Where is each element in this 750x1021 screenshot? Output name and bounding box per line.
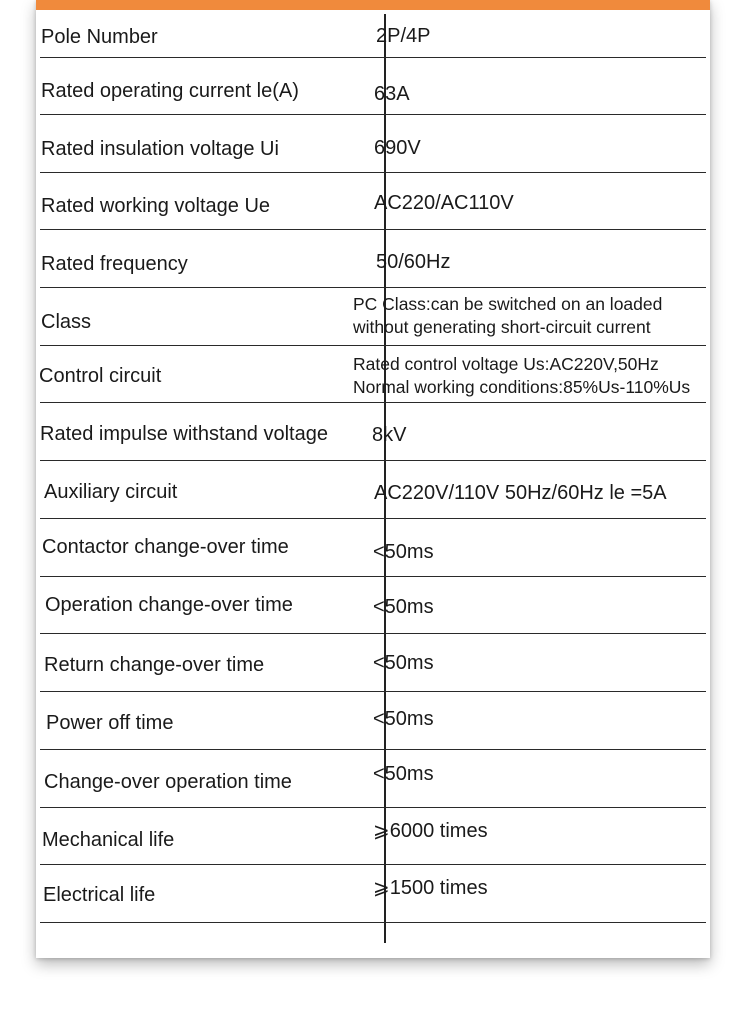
spec-label: Rated operating current le(A) <box>41 80 299 102</box>
row-divider <box>40 922 706 923</box>
spec-value: <50ms <box>373 596 434 618</box>
spec-row-auxiliary-circuit <box>36 460 706 519</box>
spec-value-line-2: Normal working conditions:85%Us-110%Us <box>353 376 691 397</box>
spec-row-class <box>36 287 706 346</box>
spec-label: Control circuit <box>39 365 162 387</box>
spec-row-electrical-life <box>36 864 706 923</box>
spec-label: Auxiliary circuit <box>44 481 178 503</box>
spec-label: Contactor change-over time <box>42 536 289 558</box>
spec-value-line-1: PC Class:can be switched on an loaded <box>353 293 663 314</box>
spec-label: Operation change-over time <box>45 594 293 616</box>
spec-label: Change-over operation time <box>44 771 292 793</box>
spec-row-rated-operating-current <box>36 57 706 115</box>
spec-value: <50ms <box>373 708 434 730</box>
spec-value: 8kV <box>372 424 407 446</box>
spec-value: 50/60Hz <box>376 251 451 273</box>
spec-row-operation-change-over-time <box>36 576 706 634</box>
spec-value: ⩾1500 times <box>373 877 488 899</box>
spec-row-rated-frequency <box>36 229 706 288</box>
spec-value: <50ms <box>373 763 434 785</box>
spec-value-line-2: without generating short-circuit current <box>353 316 651 337</box>
spec-label: Rated frequency <box>41 253 188 275</box>
spec-row-control-circuit <box>36 345 706 403</box>
spec-value: ⩾6000 times <box>373 820 488 842</box>
spec-label: Rated impulse withstand voltage <box>40 423 328 445</box>
spec-label: Pole Number <box>41 26 158 48</box>
spec-label: Mechanical life <box>42 829 175 851</box>
spec-row-power-off-time <box>36 691 706 750</box>
spec-row-change-over-operation-time <box>36 749 706 808</box>
spec-value: 690V <box>374 137 421 159</box>
spec-value: <50ms <box>373 652 434 674</box>
spec-value: 2P/4P <box>376 25 431 47</box>
spec-value: <50ms <box>373 541 434 563</box>
spec-label: Rated working voltage Ue <box>41 195 271 217</box>
spec-value: 63A <box>374 83 410 105</box>
spec-label: Class <box>41 311 92 333</box>
spec-label: Rated insulation voltage Ui <box>41 138 279 160</box>
spec-row-rated-working-voltage <box>36 172 706 230</box>
accent-bar <box>36 0 710 10</box>
spec-row-return-change-over-time <box>36 633 706 692</box>
spec-label: Electrical life <box>43 884 156 906</box>
spec-value: AC220/AC110V <box>374 192 514 214</box>
spec-row-contactor-change-over-time <box>36 518 706 577</box>
spec-row-rated-impulse-withstand-voltage <box>36 402 706 461</box>
spec-value: AC220V/110V 50Hz/60Hz le =5A <box>374 482 667 504</box>
spec-row-mechanical-life <box>36 807 706 865</box>
spec-label: Return change-over time <box>44 654 265 676</box>
spec-row-pole-number <box>36 14 706 58</box>
spec-value-line-1: Rated control voltage Us:AC220V,50Hz <box>353 353 659 374</box>
spec-label: Power off time <box>46 712 174 734</box>
spec-row-rated-insulation-voltage <box>36 114 706 173</box>
